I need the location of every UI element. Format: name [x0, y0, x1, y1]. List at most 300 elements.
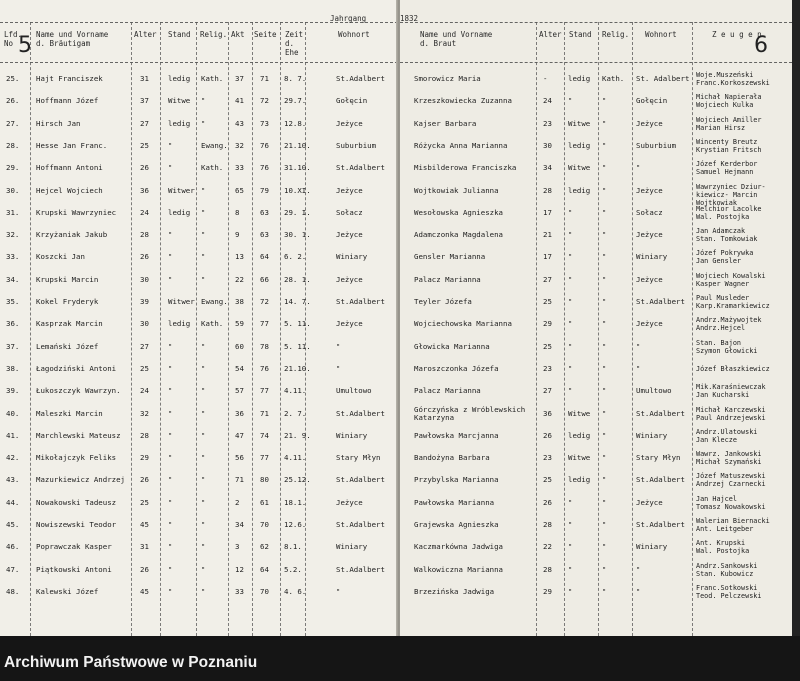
bride-name: Kaczmarkówna Jadwiga	[414, 542, 503, 552]
row-number: 27.	[6, 118, 20, 128]
header-act: Akt	[231, 30, 245, 39]
groom-name: Kalewski Józef	[36, 586, 99, 596]
page-number: 63	[260, 230, 269, 240]
bride-religion: "	[602, 253, 607, 262]
witnesses: Ant. Krupski Wal. Postojka	[696, 539, 750, 556]
bride-name: Grajewska Agnieszka	[414, 520, 499, 529]
groom-residence: Jeżyce	[336, 185, 363, 195]
witnesses: Andrz.Sankowski Stan. Kubowicz	[696, 561, 758, 578]
marriage-date: 2. 7.	[284, 408, 307, 418]
bride-age: 30	[543, 140, 552, 150]
groom-name: Łukoszczyk Wawrzyn.	[36, 386, 121, 396]
groom-name: Łagodziński Antoni	[36, 363, 117, 373]
bride-name: Misbilderowa Franciszka	[414, 163, 517, 173]
act-number: 59	[235, 319, 244, 329]
groom-residence: Jeżyce	[336, 497, 363, 507]
witnesses: Franc.Sotkowski Teod. Pelczewski	[696, 583, 762, 600]
scan-edge	[792, 0, 800, 636]
groom-residence: Jeżyce	[336, 118, 363, 128]
page-number: 80	[260, 475, 269, 485]
bride-status: "	[568, 253, 573, 262]
row-number: 47.	[6, 564, 20, 574]
bride-age: 28	[543, 520, 552, 529]
marriage-date: 5. 11.	[284, 319, 311, 329]
groom-status: "	[168, 543, 173, 552]
groom-residence: Jeżyce	[336, 274, 363, 284]
right-page	[400, 0, 792, 636]
bride-religion: "	[602, 164, 607, 173]
bride-age: 23	[543, 118, 552, 128]
witnesses: Wojciech Amiller Marian Hirsz	[696, 115, 762, 132]
groom-religion: Kath.	[201, 163, 224, 173]
act-number: 43	[235, 118, 244, 128]
groom-religion: "	[201, 275, 206, 284]
witnesses: Stan. Bajon Szymon Głowicki	[696, 338, 758, 355]
witnesses: Andrz.Mażywojtek Andrz.Hejcel	[696, 316, 762, 333]
marriage-date: 8. 7.	[284, 74, 307, 83]
bride-religion: "	[602, 186, 607, 195]
groom-residence: Sołacz	[336, 207, 363, 217]
bride-age: 25	[543, 475, 552, 485]
groom-status: "	[168, 342, 173, 351]
groom-residence: St.Adalbert	[336, 475, 385, 485]
bride-age: 28	[543, 564, 552, 574]
bride-residence: St.Adalbert	[636, 520, 685, 529]
marriage-date: 21.10.	[284, 140, 311, 150]
header-lfd-no: Lfd. No	[4, 30, 23, 48]
bride-residence: Gołęcin	[636, 96, 668, 106]
bride-status: "	[568, 498, 573, 507]
marriage-date: 12.8.	[284, 118, 307, 128]
bride-residence: St.Adalbert	[636, 297, 685, 306]
bride-name: Przybylska Marianna	[414, 475, 499, 485]
act-number: 56	[235, 453, 244, 463]
groom-name: Hejcel Wojciech	[36, 185, 103, 195]
bride-name: Teyler Józefa	[414, 297, 472, 306]
act-number: 33	[235, 586, 244, 596]
groom-religion: "	[201, 454, 206, 463]
bride-age: 25	[543, 297, 552, 306]
row-number: 37.	[6, 341, 20, 351]
act-number: 71	[235, 475, 244, 485]
groom-age: 25	[140, 140, 149, 150]
row-number: 48.	[6, 586, 20, 596]
bride-age: -	[543, 74, 548, 83]
groom-religion: "	[201, 97, 206, 106]
groom-age: 24	[140, 386, 149, 396]
bride-name: Głowicka Marianna	[414, 341, 490, 351]
bride-name: Górczyńska z Wróblewskich Katarzyna	[414, 404, 526, 422]
bride-age: 36	[543, 408, 552, 418]
groom-name: Mazurkiewicz Andrzej	[36, 475, 125, 485]
groom-residence: "	[336, 364, 341, 373]
groom-religion: "	[201, 521, 206, 529]
header-bride-age: Alter	[539, 30, 562, 39]
groom-status: Witwer	[168, 297, 195, 306]
groom-residence: Umultowo	[336, 386, 372, 396]
bride-residence: Jeżyce	[636, 118, 663, 128]
act-number: 38	[235, 297, 244, 306]
bride-status: "	[568, 320, 573, 329]
bride-name: Kajser Barbara	[414, 118, 477, 128]
witnesses: Józef Matuszewski Andrzej Czarnecki	[696, 472, 766, 489]
bride-age: 26	[543, 497, 552, 507]
page-number: 74	[260, 430, 269, 440]
groom-name: Krupski Marcin	[36, 274, 99, 284]
groom-age: 26	[140, 564, 149, 574]
groom-status: "	[168, 476, 173, 485]
bride-age: 21	[543, 230, 552, 240]
act-number: 13	[235, 252, 244, 262]
bride-residence: "	[636, 364, 641, 373]
header-bride-status: Stand	[569, 30, 592, 39]
header-bride: Name und Vorname d. Braut	[420, 30, 493, 48]
groom-residence: St.Adalbert	[336, 163, 385, 173]
groom-religion: "	[201, 498, 206, 507]
bride-status: ledig	[568, 475, 591, 485]
bride-status: "	[568, 387, 573, 396]
act-number: 41	[235, 96, 244, 106]
groom-age: 30	[140, 319, 149, 329]
witnesses: Michał Napierała Wojciech Kulka	[696, 93, 762, 110]
bride-religion: "	[602, 387, 607, 396]
row-number: 43.	[6, 475, 20, 485]
page-number: 79	[260, 185, 269, 195]
groom-age: 26	[140, 163, 149, 173]
row-number: 45.	[6, 520, 20, 529]
groom-residence: Winiary	[336, 542, 368, 552]
bride-age: 25	[543, 341, 552, 351]
marriage-date: 4. 6.	[284, 586, 307, 596]
header-groom: Name und Vorname d. Bräutigam	[36, 30, 109, 48]
header-residence: Wohnort	[338, 30, 370, 39]
bride-status: ledig	[568, 185, 591, 195]
bride-status: "	[568, 275, 573, 284]
bride-age: 24	[543, 96, 552, 106]
groom-religion: "	[201, 476, 206, 485]
act-number: 37	[235, 74, 244, 83]
groom-age: 31	[140, 542, 149, 552]
bride-religion: "	[602, 364, 607, 373]
witnesses: Józef Pokrywka Jan Gensler	[696, 249, 754, 266]
marriage-date: 30. 1.	[284, 230, 311, 240]
page-number: 63	[260, 207, 269, 217]
groom-name: Hirsch Jan	[36, 118, 81, 128]
groom-name: Piątkowski Antoni	[36, 564, 112, 574]
witnesses: Woje.Muszeński Franc.Korkoszewski	[696, 71, 770, 87]
bride-status: ledig	[568, 140, 591, 150]
witnesses: Wincenty Breutz Krystian Fritsch	[696, 137, 762, 154]
row-number: 44.	[6, 497, 20, 507]
bride-religion: "	[602, 521, 607, 529]
groom-residence: Winiary	[336, 430, 368, 440]
bride-religion: "	[602, 476, 607, 485]
marriage-date: 4.11.	[284, 453, 307, 463]
bride-residence: Winiary	[636, 430, 668, 440]
bride-status: "	[568, 298, 573, 306]
bride-status: "	[568, 231, 573, 240]
row-number: 36.	[6, 319, 20, 329]
groom-age: 28	[140, 230, 149, 240]
bride-religion: "	[602, 231, 607, 240]
page-number: 62	[260, 542, 269, 552]
bride-age: 17	[543, 252, 552, 262]
bride-religion: "	[602, 298, 607, 306]
header-age: Alter	[134, 30, 157, 39]
bride-religion: "	[602, 342, 607, 351]
bride-residence: Jeżyce	[636, 185, 663, 195]
row-number: 39.	[6, 386, 20, 396]
groom-name: Kasprzak Marcin	[36, 319, 103, 329]
archive-name: Archiwum Państwowe w Poznaniu	[4, 654, 258, 671]
groom-age: 45	[140, 520, 149, 529]
marriage-date: 12.6.	[284, 520, 307, 529]
witnesses: Józef Błaszkiewicz	[696, 364, 770, 373]
marriage-date: 31.10.	[284, 163, 311, 173]
bride-age: 34	[543, 163, 552, 173]
act-number: 34	[235, 520, 244, 529]
marriage-date: 21. 9.	[284, 430, 311, 440]
bride-status: ledig	[568, 430, 591, 440]
groom-residence: St.Adalbert	[336, 408, 385, 418]
groom-status: ledig	[168, 118, 191, 128]
marriage-date: 6. 2.	[284, 252, 307, 262]
marriage-date: 21.10.	[284, 363, 311, 373]
row-number: 32.	[6, 230, 20, 240]
groom-name: Nowiszewski Teodor	[36, 520, 117, 529]
table-row	[0, 588, 398, 620]
act-number: 22	[235, 274, 244, 284]
groom-age: 26	[140, 252, 149, 262]
bride-name: Brzezińska Jadwiga	[414, 586, 495, 596]
bride-residence: Jeżyce	[636, 497, 663, 507]
groom-religion: "	[201, 431, 206, 440]
bride-religion: "	[602, 565, 607, 574]
marriage-date: 28. 1.	[284, 274, 311, 284]
row-number: 42.	[6, 453, 20, 463]
groom-name: Hoffmann Antoni	[36, 163, 103, 173]
marriage-date: 29.7.	[284, 96, 307, 106]
groom-age: 24	[140, 207, 149, 217]
bride-status: Witwe	[568, 408, 591, 418]
bride-age: 27	[543, 274, 552, 284]
left-page	[0, 0, 398, 636]
marriage-date: 14. 7.	[284, 297, 311, 306]
act-number: 60	[235, 341, 244, 351]
page-number: 76	[260, 163, 269, 173]
marriage-date: 4.11.	[284, 386, 307, 396]
marriage-date: 25.12.	[284, 475, 311, 485]
groom-residence: "	[336, 587, 341, 596]
groom-religion: "	[201, 587, 206, 596]
bride-status: "	[568, 587, 573, 596]
bride-name: Wesołowska Agnieszka	[414, 207, 503, 217]
page-number: 70	[260, 586, 269, 596]
marriage-date: 10.XI.	[284, 185, 311, 195]
groom-status: ledig	[168, 207, 191, 217]
row-number: 38.	[6, 363, 20, 373]
act-number: 36	[235, 408, 244, 418]
groom-religion: Kath.	[201, 319, 224, 329]
groom-name: Mikołajczyk Feliks	[36, 453, 117, 463]
bride-religion: "	[602, 275, 607, 284]
bride-religion: "	[602, 141, 607, 150]
act-number: 32	[235, 140, 244, 150]
groom-status: "	[168, 141, 173, 150]
groom-religion: "	[201, 364, 206, 373]
bride-religion: "	[602, 431, 607, 440]
page-number: 76	[260, 140, 269, 150]
bride-name: Adamczonka Magdalena	[414, 230, 503, 240]
bride-religion: "	[602, 498, 607, 507]
bride-residence: St.Adalbert	[636, 475, 685, 485]
handwritten-page-number: 5	[18, 33, 32, 58]
groom-age: 26	[140, 475, 149, 485]
page-number: 76	[260, 363, 269, 373]
groom-residence: St.Adalbert	[336, 564, 385, 574]
header-year: 1832	[400, 14, 419, 23]
groom-name: Lemański Józef	[36, 341, 99, 351]
groom-status: "	[168, 253, 173, 262]
page-number: 71	[260, 74, 269, 83]
groom-age: 30	[140, 274, 149, 284]
bride-residence: Stary Młyn	[636, 453, 681, 463]
page-number: 77	[260, 453, 269, 463]
header-bottom-rule	[0, 62, 398, 63]
bride-residence: St. Adalbert	[636, 74, 690, 83]
marriage-date: 29. I.	[284, 207, 311, 217]
bride-residence: "	[636, 587, 641, 596]
groom-residence: Jeżyce	[336, 319, 363, 329]
groom-status: Witwe	[168, 96, 191, 106]
act-number: 33	[235, 163, 244, 173]
bride-name: Maroszczonka Józefa	[414, 363, 499, 373]
bride-status: "	[568, 342, 573, 351]
groom-residence: "	[336, 342, 341, 351]
groom-religion: "	[201, 231, 206, 240]
marriage-date: 5.2.	[284, 564, 302, 574]
page-number: 71	[260, 408, 269, 418]
bride-residence: Winiary	[636, 252, 668, 262]
groom-religion: "	[201, 543, 206, 552]
witnesses: Melchior Lacolke Wal. Postojka	[696, 204, 762, 221]
act-number: 9	[235, 230, 240, 240]
groom-religion: "	[201, 119, 206, 128]
groom-age: 25	[140, 497, 149, 507]
witnesses: Józef Kerderbor Samuel Hejmann	[696, 160, 758, 177]
witnesses: Wawrz. Jankowski Michał Szymański	[696, 450, 762, 467]
bride-age: 26	[543, 430, 552, 440]
groom-religion: "	[201, 342, 206, 351]
row-number: 33.	[6, 252, 20, 262]
page-number: 78	[260, 341, 269, 351]
act-number: 47	[235, 430, 244, 440]
bride-name: Wojciechowska Marianna	[414, 319, 512, 329]
bride-age: 29	[543, 586, 552, 596]
groom-status: "	[168, 275, 173, 284]
bride-status: "	[568, 521, 573, 529]
groom-religion: "	[201, 565, 206, 574]
groom-name: Krupski Wawrzyniec	[36, 207, 117, 217]
groom-name: Marchlewski Mateusz	[36, 430, 121, 440]
bride-name: Bandożyna Barbara	[414, 453, 490, 463]
bride-religion: "	[602, 409, 607, 418]
groom-residence: St.Adalbert	[336, 74, 385, 83]
page-number: 61	[260, 497, 269, 507]
act-number: 12	[235, 564, 244, 574]
witnesses: Michał Karczewski Paul Andrzejewski	[696, 405, 766, 422]
page-number: 64	[260, 564, 269, 574]
page-number: 77	[260, 319, 269, 329]
groom-religion: "	[201, 253, 206, 262]
bride-residence: "	[636, 164, 641, 173]
bride-name: Palacz Marianna	[414, 274, 481, 284]
header-bride-religion: Relig.	[602, 30, 630, 39]
header-bottom-rule-right	[400, 62, 792, 63]
table-row	[400, 583, 792, 620]
groom-name: Maleszki Marcin	[36, 408, 103, 418]
page-number: 72	[260, 96, 269, 106]
groom-age: 31	[140, 74, 149, 83]
groom-residence: Suburbium	[336, 140, 377, 150]
bride-residence: Jeżyce	[636, 230, 663, 240]
bride-residence: Winiary	[636, 542, 668, 552]
groom-religion: "	[201, 387, 206, 396]
bride-religion: "	[602, 320, 607, 329]
groom-status: "	[168, 387, 173, 396]
groom-religion: Ewang.	[201, 297, 228, 306]
bride-name: Pawłowska Marianna	[414, 497, 495, 507]
bride-residence: Umultowo	[636, 386, 672, 396]
bride-age: 28	[543, 185, 552, 195]
groom-status: "	[168, 409, 173, 418]
witnesses: Jan Hajcel Tomasz Nowakowski	[696, 494, 766, 511]
act-number: 3	[235, 542, 240, 552]
groom-age: 29	[140, 453, 149, 463]
groom-status: "	[168, 521, 173, 529]
groom-religion: "	[201, 208, 206, 217]
bride-religion: Kath.	[602, 74, 625, 83]
page-number: 72	[260, 297, 269, 306]
bride-name: Palacz Marianna	[414, 386, 481, 396]
witnesses: Andrz.Ulatowski Jan Klecze	[696, 427, 758, 444]
groom-status: "	[168, 164, 173, 173]
act-number: 2	[235, 497, 240, 507]
page-number: 73	[260, 118, 269, 128]
groom-name: Koszcki Jan	[36, 252, 85, 262]
footer-bar	[0, 636, 800, 681]
groom-residence: Stary Młyn	[336, 453, 381, 463]
bride-religion: "	[602, 587, 607, 596]
act-number: 54	[235, 363, 244, 373]
groom-status: "	[168, 587, 173, 596]
page-number: 70	[260, 520, 269, 529]
bride-age: 23	[543, 453, 552, 463]
groom-age: 32	[140, 408, 149, 418]
bride-status: Witwe	[568, 118, 591, 128]
groom-status: ledig	[168, 74, 191, 83]
bride-age: 29	[543, 319, 552, 329]
bride-status: Witwe	[568, 163, 591, 173]
groom-name: Poprawczak Kasper	[36, 542, 112, 552]
bride-residence: Jeżyce	[636, 319, 663, 329]
groom-name: Krzyżaniak Jakub	[36, 230, 108, 240]
groom-status: "	[168, 454, 173, 463]
groom-name: Hoffmann Józef	[36, 96, 99, 106]
bride-status: "	[568, 364, 573, 373]
header-witnesses: Z e u g e n	[712, 30, 762, 39]
bride-religion: "	[602, 208, 607, 217]
